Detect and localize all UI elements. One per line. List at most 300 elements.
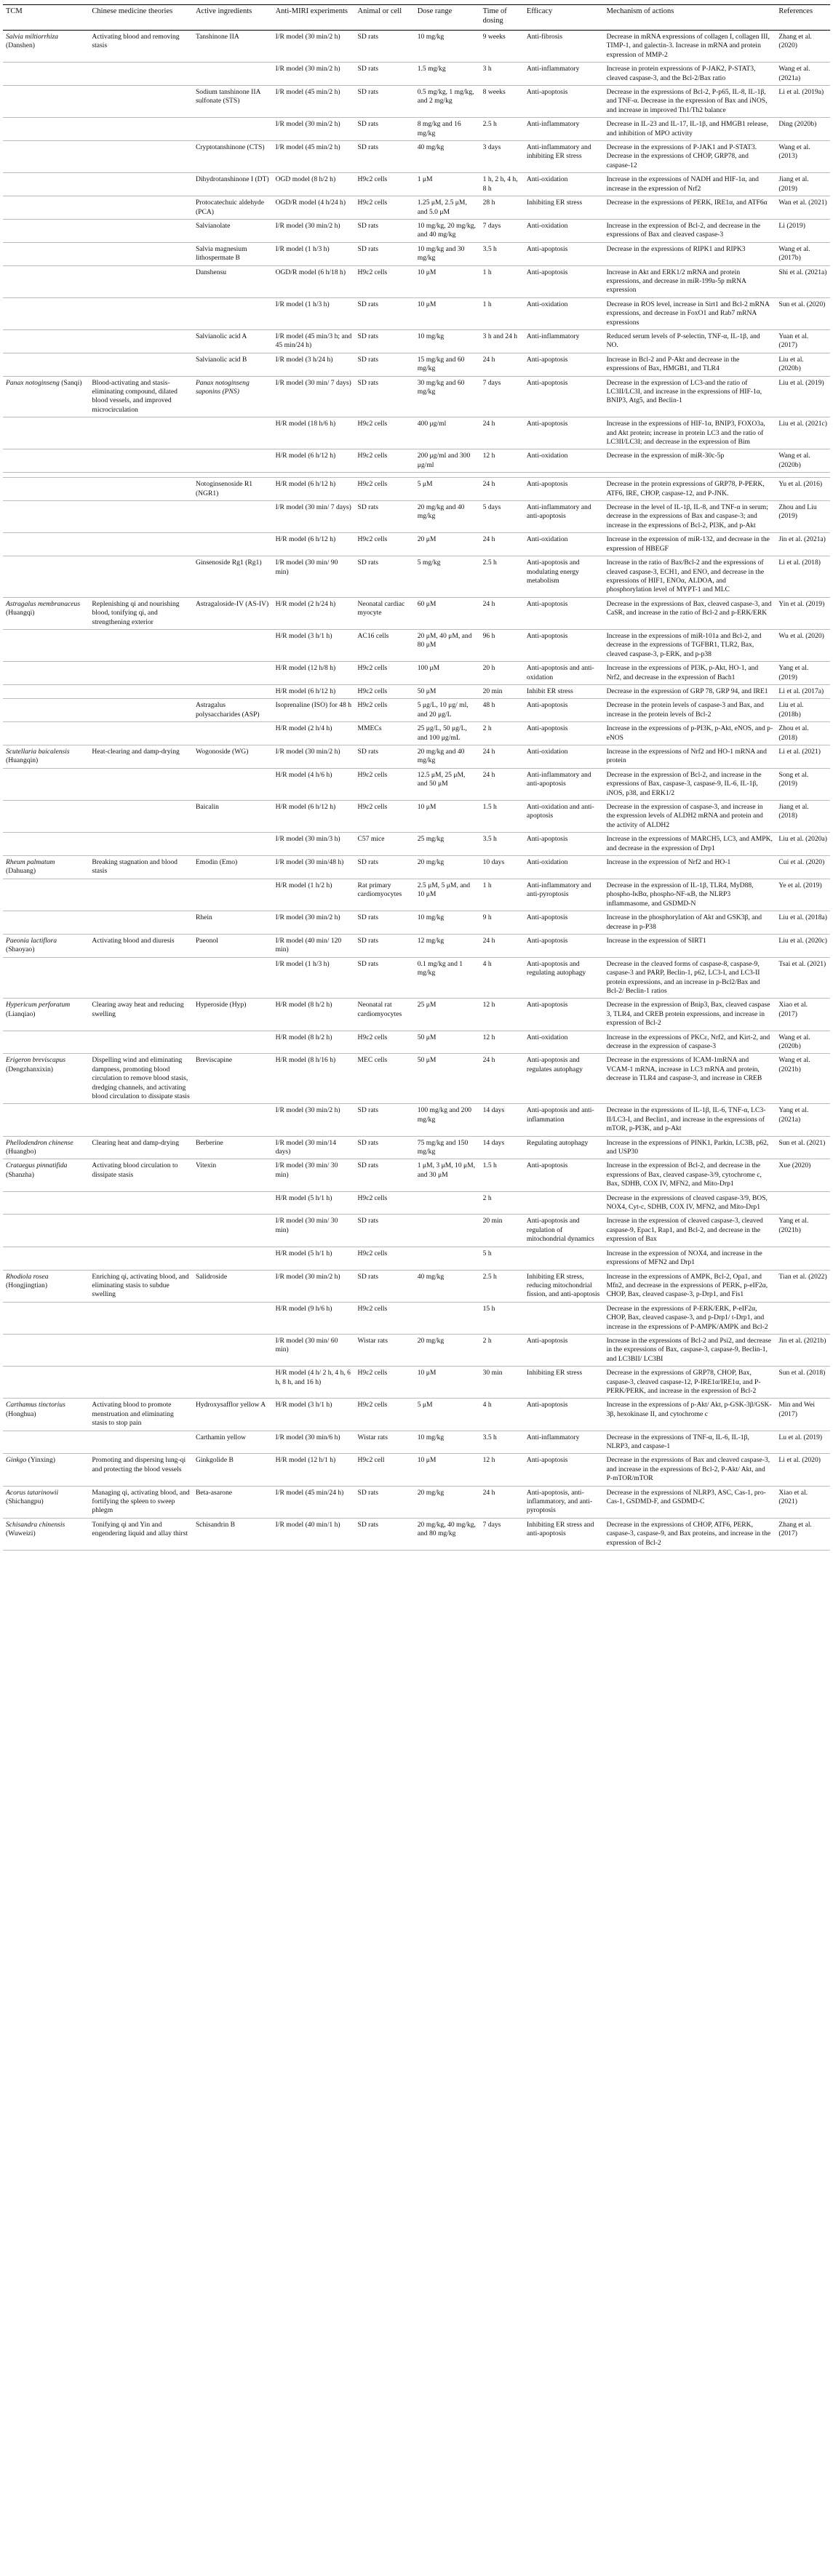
efficacy-cell-text: Anti-apoptosis and anti-oxidation (526, 664, 594, 681)
animal-cell (355, 219, 415, 242)
ingredient-cell (193, 1518, 273, 1550)
efficacy-cell-text: Anti-apoptosis (526, 936, 568, 945)
mechanism-cell-text: Decrease in the expressions of CHOP, ATF6, PERK, caspase-3, caspase-9, and Bax proteins, and increase in the expression of Bcl-2 (606, 1520, 771, 1547)
mechanism-cell-text: Decrease in the expressions of RIPK1 and RIPK3 (606, 244, 746, 253)
animal-cell (355, 856, 415, 879)
experiment-cell (273, 449, 355, 473)
mechanism-cell (604, 556, 776, 598)
table-row (3, 1367, 830, 1399)
theory-cell (89, 1399, 193, 1431)
tcm-cell (3, 449, 89, 473)
reference-cell (776, 1247, 830, 1270)
time-cell (480, 173, 524, 196)
animal-cell-text: H9c2 cells (357, 1401, 388, 1409)
ingredient-cell-text: Sodium tanshinone IIA sulfonate (STS) (195, 88, 260, 105)
efficacy-cell-text: Anti-inflammatory (526, 332, 580, 340)
tcm-cell (3, 141, 89, 173)
reference-cell-text: Zhang et al. (2020) (778, 33, 812, 50)
efficacy-cell (524, 196, 604, 220)
table-row (3, 265, 830, 297)
dose-cell-text: 20 μM, 40 μM, and 80 μM (417, 631, 472, 649)
time-cell-text: 5 days (482, 503, 501, 512)
table-row (3, 376, 830, 417)
ingredient-cell-text: Protocatechuic aldehyde (PCA) (195, 199, 264, 216)
ingredient-cell (193, 699, 273, 722)
table-row (3, 879, 830, 911)
tcm-cell (3, 501, 89, 533)
efficacy-cell (524, 1518, 604, 1550)
theory-cell (89, 722, 193, 745)
reference-cell-text: Liu et al. (2020c) (778, 936, 827, 945)
mechanism-cell-text: Decrease in the expression of Bnip3, Bax, cleaved caspase 3, TLR4, and CREB protein expressions, and increase in expression of Bcl-2 (606, 1001, 770, 1028)
dose-cell (415, 473, 480, 478)
ingredient-cell (193, 597, 273, 629)
time-cell-text: 1 h (482, 881, 492, 889)
tcm-cell (3, 265, 89, 297)
ingredient-cell (193, 556, 273, 598)
dose-cell (415, 376, 480, 417)
experiment-cell (273, 1104, 355, 1136)
experiment-cell (273, 684, 355, 698)
theory-cell (89, 533, 193, 556)
animal-cell-text: SD rats (357, 1217, 379, 1225)
time-cell-text: 28 h (482, 199, 495, 207)
header-mechanism: Mechanism of actions (604, 5, 776, 31)
efficacy-cell (524, 1270, 604, 1302)
reference-cell-text: Li et al. (2017a) (778, 687, 824, 695)
mechanism-cell-text: Increase in the ratio of Bax/Bcl-2 and the expressions of cleaved caspase-3, ECH1, and ENO, and decrease in the expressions of HIF1, ENOα, ALDOA, and phosphorylation level of MYPT-1 and MLC (606, 559, 765, 594)
time-cell (480, 1031, 524, 1054)
mechanism-cell-text: Decrease in the expressions of Bax, cleaved caspase-3, and CaSR, and increase in the ratio of Bcl-2 and p-ERK/ERK (606, 599, 772, 617)
experiment-cell (273, 1399, 355, 1431)
reference-cell (776, 417, 830, 449)
theory-cell (89, 1454, 193, 1486)
efficacy-cell (524, 1454, 604, 1486)
experiment-cell (273, 118, 355, 141)
experiment-cell-text: I/R model (30 min/6 h) (275, 1433, 340, 1441)
mechanism-cell (604, 833, 776, 856)
efficacy-cell (524, 999, 604, 1031)
reference-cell-text: Yang et al. (2021a) (778, 1106, 809, 1124)
ingredient-cell-text: Notoginsenoside R1 (NGR1) (195, 480, 253, 497)
dose-cell (415, 1399, 480, 1431)
time-cell-text: 9 weeks (482, 33, 506, 41)
dose-cell-text: 10 mg/kg (417, 913, 445, 922)
mechanism-cell (604, 242, 776, 265)
experiment-cell-text: I/R model (40 min/ 120 min) (275, 936, 342, 954)
mechanism-cell (604, 473, 776, 478)
efficacy-cell-text: Inhibiting ER stress (526, 199, 583, 207)
animal-cell-text: C57 mice (357, 835, 385, 844)
animal-cell-text: SD rats (357, 959, 379, 968)
animal-cell (355, 1270, 415, 1302)
experiment-cell-text: I/R model (30 min/2 h) (275, 1106, 340, 1115)
ingredient-cell (193, 449, 273, 473)
theory-cell (89, 1334, 193, 1366)
time-cell (480, 63, 524, 86)
dose-cell-text: 10 μM (417, 803, 437, 812)
table-row (3, 911, 830, 935)
time-cell (480, 911, 524, 935)
table-row (3, 173, 830, 196)
reference-cell-text: Li et al. (2019a) (778, 88, 824, 97)
theory-cell-text: Activating blood and diuresis (92, 936, 175, 945)
mechanism-cell (604, 63, 776, 86)
dose-cell (415, 1334, 480, 1366)
reference-cell (776, 118, 830, 141)
mechanism-cell (604, 1302, 776, 1334)
time-cell (480, 196, 524, 220)
ingredient-cell-text: Beta-asarone (195, 1488, 233, 1497)
experiment-cell (273, 801, 355, 833)
tcm-cell (3, 1334, 89, 1366)
reference-cell (776, 1270, 830, 1302)
animal-cell-text: H9c2 cells (357, 770, 388, 779)
theory-cell (89, 1367, 193, 1399)
theory-cell (89, 473, 193, 478)
mechanism-cell (604, 118, 776, 141)
mechanism-cell-text: Decrease in the expressions of P-ERK/ERK, P-eIF2α, CHOP, Bax, cleaved caspase-3, and p-Drp1/ t-Drp1, and increase in the expressions of P-AMPK/AMPK and Bcl-2 (606, 1304, 768, 1331)
ingredient-cell-text: Baicalin (195, 803, 219, 812)
theory-cell (89, 219, 193, 242)
animal-cell (355, 597, 415, 629)
mechanism-cell (604, 478, 776, 501)
efficacy-cell (524, 833, 604, 856)
efficacy-cell-text: Anti-inflammatory (526, 65, 580, 73)
table-row (3, 629, 830, 661)
mechanism-cell (604, 999, 776, 1031)
ingredient-cell (193, 501, 273, 533)
animal-cell-text: H9c2 cells (357, 175, 388, 184)
reference-cell (776, 999, 830, 1031)
time-cell-text: 3.5 h (482, 1433, 497, 1441)
mechanism-cell-text: Decrease in the level of IL-1β, IL-8, and TNF-α in serum; decrease in the expressions of Bax and caspase-3; and increase in the expressions of Bcl-2, PI3K, and p-Akt (606, 503, 768, 529)
time-cell (480, 1159, 524, 1191)
mechanism-cell-text: Decrease in the expressions of cleaved caspase-3/9, BOS, NOX4, Cyt-c, SDHB, COX IV, MFN2, and Mito-Drp1 (606, 1193, 768, 1212)
experiment-cell-text: I/R model (1 h/3 h) (275, 244, 330, 253)
experiment-cell (273, 63, 355, 86)
experiment-cell-text: I/R model (30 min/ 90 min) (275, 559, 338, 576)
tcm-cell (3, 699, 89, 722)
efficacy-cell (524, 1104, 604, 1136)
table-row (3, 63, 830, 86)
tcm-pinyin: (Shichangpu) (6, 1497, 44, 1506)
efficacy-cell-text: Inhibiting ER stress, reducing mitochondrial fission, and anti-apoptosis (526, 1272, 600, 1299)
dose-cell-text: 10 mg/kg, 20 mg/kg, and 40 mg/kg (417, 221, 476, 239)
time-cell (480, 376, 524, 417)
animal-cell-text: H9c2 cells (357, 803, 388, 812)
reference-cell-text: Liu et al. (2021c) (778, 420, 827, 428)
tcm-cell (3, 768, 89, 800)
theory-cell (89, 376, 193, 417)
animal-cell-text: SD rats (357, 143, 379, 152)
dose-cell-text: 10 μM (417, 1456, 437, 1465)
efficacy-cell (524, 63, 604, 86)
theory-cell-text: Enriching qi, activating blood, and eliminating stasis to subdue swelling (92, 1272, 189, 1299)
theory-cell (89, 242, 193, 265)
animal-cell-text: SD rats (357, 1272, 379, 1281)
theory-cell-text: Tonifying qi and Yin and engendering liquid and allay thirst (92, 1520, 188, 1538)
theory-cell (89, 833, 193, 856)
dose-cell (415, 684, 480, 698)
efficacy-cell (524, 86, 604, 118)
reference-cell (776, 449, 830, 473)
theory-cell (89, 118, 193, 141)
experiment-cell (273, 722, 355, 745)
table-row (3, 1302, 830, 1334)
ingredient-cell (193, 801, 273, 833)
animal-cell (355, 473, 415, 478)
mechanism-cell-text: Increase in Akt and ERK1/2 mRNA and protein expressions, and decrease in miR-199a-5p mRNA expression (606, 268, 746, 295)
tcm-pinyin: (Dahuang) (6, 867, 36, 876)
table-row (3, 141, 830, 173)
table-row (3, 999, 830, 1031)
animal-cell-text: SD rats (357, 300, 379, 308)
table-row (3, 1399, 830, 1431)
tcm-cell-text: Ginkgo (6, 1456, 28, 1465)
experiment-cell (273, 1159, 355, 1191)
time-cell-text: 1 h (482, 300, 492, 308)
efficacy-cell (524, 473, 604, 478)
reference-cell-text: Zhou and Liu (2019) (778, 503, 817, 521)
tcm-cell (3, 1031, 89, 1054)
experiment-cell-text: H/R model (12 h/1 h) (275, 1456, 336, 1465)
experiment-cell-text: H/R model (6 h/12 h) (275, 803, 336, 812)
efficacy-cell-text: Inhibit ER stress (526, 687, 573, 695)
efficacy-cell-text: Anti-apoptosis (526, 913, 568, 922)
efficacy-cell (524, 1136, 604, 1159)
time-cell-text: 24 h (482, 480, 495, 489)
tcm-cell (3, 86, 89, 118)
experiment-cell-text: I/R model (30 min/2 h) (275, 120, 340, 129)
experiment-cell (273, 265, 355, 297)
tcm-pinyin: (Honghua) (6, 1409, 36, 1418)
efficacy-cell (524, 911, 604, 935)
experiment-cell (273, 219, 355, 242)
dose-cell (415, 1431, 480, 1454)
reference-cell-text: Min and Wei (2017) (778, 1401, 816, 1418)
animal-cell (355, 242, 415, 265)
experiment-cell-text: H/R model (6 h/12 h) (275, 480, 336, 489)
table-row (3, 801, 830, 833)
efficacy-cell-text: Anti-apoptosis (526, 1161, 568, 1170)
efficacy-cell (524, 173, 604, 196)
dose-cell-text: 5 μM (417, 480, 433, 489)
experiment-cell (273, 1367, 355, 1399)
time-cell (480, 801, 524, 833)
reference-cell (776, 63, 830, 86)
time-cell-text: 3 days (482, 143, 501, 152)
dose-cell (415, 63, 480, 86)
animal-cell (355, 1104, 415, 1136)
ingredient-cell (193, 1486, 273, 1518)
time-cell-text: 24 h (482, 420, 495, 428)
theory-cell (89, 86, 193, 118)
mechanism-cell (604, 745, 776, 769)
dose-cell-text: 100 mg/kg and 200 mg/kg (417, 1106, 472, 1124)
mechanism-cell-text: Decrease in the expressions of TNF-α, IL-6, IL-1β, NLRP3, and caspase-1 (606, 1433, 749, 1450)
experiment-cell-text: I/R model (30 min/ 60 min) (275, 1336, 338, 1354)
reference-cell-text: Yuan et al. (2017) (778, 332, 809, 350)
theory-cell (89, 265, 193, 297)
table-row (3, 1215, 830, 1247)
experiment-cell (273, 1334, 355, 1366)
reference-cell-text: Jiang et al. (2018) (778, 803, 809, 820)
theory-cell (89, 699, 193, 722)
ingredient-cell-text: Astragalus polysaccharides (ASP) (195, 701, 260, 719)
mechanism-cell (604, 219, 776, 242)
tcm-cell-text: Scutellaria baicalensis (6, 748, 70, 756)
mechanism-cell-text: Increase in the expression of Bcl-2, and decrease in the expressions of Bax and cleaved caspase-3 (606, 221, 761, 239)
experiment-cell-text: I/R model (30 min/ 7 days) (275, 378, 351, 387)
tcm-cell (3, 63, 89, 86)
mechanism-cell (604, 699, 776, 722)
dose-cell (415, 196, 480, 220)
animal-cell-text: SD rats (357, 559, 379, 567)
reference-cell-text: Xue (2020) (778, 1161, 811, 1170)
tcm-cell-text: Rheum palmatum (6, 858, 55, 867)
ingredient-cell-text: Paeonol (195, 936, 218, 945)
time-cell (480, 768, 524, 800)
efficacy-cell-text: Anti-oxidation (526, 1033, 568, 1041)
reference-cell (776, 1136, 830, 1159)
animal-cell (355, 1454, 415, 1486)
theory-cell (89, 196, 193, 220)
experiment-cell (273, 196, 355, 220)
time-cell (480, 856, 524, 879)
ingredient-cell-text: Berberine (195, 1138, 223, 1147)
ingredient-cell-text: Salidroside (195, 1272, 228, 1281)
mechanism-cell (604, 934, 776, 957)
tcm-pinyin: (Huangbo) (6, 1148, 36, 1156)
tcm-pinyin: (Lianqiao) (6, 1009, 36, 1018)
animal-cell-text: SD rats (357, 913, 379, 922)
dose-cell-text: 40 mg/kg (417, 143, 445, 152)
animal-cell-text: Wistar rats (357, 1336, 388, 1345)
experiment-cell (273, 699, 355, 722)
theory-cell (89, 329, 193, 353)
reference-cell (776, 833, 830, 856)
dose-cell-text: 5 mg/kg (417, 559, 441, 567)
ingredient-cell (193, 957, 273, 999)
time-cell-text: 24 h (482, 355, 495, 364)
reference-cell-text: Yin et al. (2019) (778, 599, 825, 608)
mechanism-cell (604, 856, 776, 879)
table-row (3, 219, 830, 242)
time-cell-text: 2.5 h (482, 1272, 497, 1281)
reference-cell-text: Xiao et al. (2021) (778, 1488, 808, 1506)
theory-cell (89, 801, 193, 833)
reference-cell-text: Wang et al. (2021b) (778, 1056, 810, 1073)
dose-cell-text: 10 mg/kg (417, 332, 445, 340)
experiment-cell (273, 1247, 355, 1270)
efficacy-cell (524, 1054, 604, 1104)
animal-cell-text: H9c2 cells (357, 1033, 388, 1041)
reference-cell-text: Jin et al. (2021a) (778, 535, 826, 544)
mechanism-cell (604, 1454, 776, 1486)
table-row (3, 833, 830, 856)
reference-cell (776, 911, 830, 935)
reference-cell (776, 699, 830, 722)
dose-cell (415, 999, 480, 1031)
tcm-cell (3, 1518, 89, 1550)
time-cell-text: 24 h (482, 535, 495, 544)
time-cell (480, 1054, 524, 1104)
time-cell (480, 219, 524, 242)
dose-cell (415, 1518, 480, 1550)
efficacy-cell (524, 297, 604, 329)
mechanism-cell (604, 501, 776, 533)
mechanism-cell-text: Decrease in ROS level, increase in Sirt1 and Bcl-2 mRNA expressions, and decrease in FoxO1 and Rab7 mRNA expressions (606, 300, 770, 327)
reference-cell-text: Cui et al. (2020) (778, 858, 825, 867)
reference-cell-text: Zhou et al. (2018) (778, 724, 809, 742)
experiment-cell-text: I/R model (45 min/2 h) (275, 88, 340, 97)
time-cell-text: 3 h and 24 h (482, 332, 518, 340)
theory-cell (89, 856, 193, 879)
mechanism-cell (604, 629, 776, 661)
experiment-cell (273, 376, 355, 417)
reference-cell-text: Wu et al. (2020) (778, 631, 824, 640)
ingredient-cell (193, 879, 273, 911)
dose-cell (415, 297, 480, 329)
experiment-cell (273, 629, 355, 661)
ingredient-cell-text: Astragaloside-IV (AS-IV) (195, 599, 269, 608)
time-cell-text: 12 h (482, 452, 495, 460)
dose-cell (415, 801, 480, 833)
mechanism-cell-text: Increase in the expressions of p-Akt/ Akt, p-GSK-3β/GSK-3β, hexokinase II, and cytochrome c (606, 1401, 772, 1418)
mechanism-cell (604, 1191, 776, 1215)
tcm-cell-text: Rhodiola rosea (6, 1272, 49, 1281)
tcm-cell (3, 1247, 89, 1270)
efficacy-cell (524, 856, 604, 879)
tcm-cell (3, 957, 89, 999)
dose-cell-text: 20 mg/kg and 40 mg/kg (417, 748, 465, 765)
tcm-cell (3, 629, 89, 661)
experiment-cell-text: H/R model (3 h/1 h) (275, 631, 332, 640)
mechanism-cell-text: Decrease in the expression of IL-1β, TLR4, MyD88, phospho-IκBα, phospho-NF-κB, the NLRP3 inflammasome, and GSDMD-N (606, 881, 754, 908)
reference-cell (776, 556, 830, 598)
theory-cell (89, 173, 193, 196)
table-row (3, 118, 830, 141)
efficacy-cell (524, 449, 604, 473)
time-cell-text: 2.5 h (482, 120, 497, 129)
efficacy-cell (524, 957, 604, 999)
dose-cell (415, 556, 480, 598)
animal-cell-text: H9c2 cells (357, 199, 388, 207)
table-row (3, 1247, 830, 1270)
animal-cell (355, 768, 415, 800)
mechanism-cell-text: Increase in the expression of Bcl-2, and decrease in the expressions of Bax, cleaved caspase-3/9, cytochrome c, Bax, SDHB, COX IV, MFN2, and Mito-Drp1 (606, 1161, 762, 1188)
efficacy-cell (524, 118, 604, 141)
table-row (3, 417, 830, 449)
reference-cell (776, 879, 830, 911)
mechanism-cell-text: Decrease in the expression of LC3-and the ratio of LC3II/LC3I, and increase in the expressions of HIF-1α, BNIP3, Atg5, and Beclin-1 (606, 378, 762, 405)
animal-cell (355, 999, 415, 1031)
theory-cell (89, 684, 193, 698)
experiment-cell (273, 879, 355, 911)
dose-cell (415, 662, 480, 685)
time-cell-text: 5 h (482, 1249, 492, 1257)
time-cell (480, 1136, 524, 1159)
theory-cell (89, 1518, 193, 1550)
tcm-cell-text: Salvia miltiorrhiza (6, 33, 59, 41)
mechanism-cell-text: Increase in the expressions of Bcl-2 and Psi2, and decrease in the expressions of Bax, caspase-3, caspase-9, Beclin-1, and LC3BII/ LC3BI (606, 1336, 772, 1363)
table-row (3, 473, 830, 478)
tcm-pinyin: (Shaoyao) (6, 945, 35, 954)
tcm-cell (3, 417, 89, 449)
reference-cell (776, 597, 830, 629)
ingredient-cell-text: Tanshinone IIA (195, 33, 239, 41)
